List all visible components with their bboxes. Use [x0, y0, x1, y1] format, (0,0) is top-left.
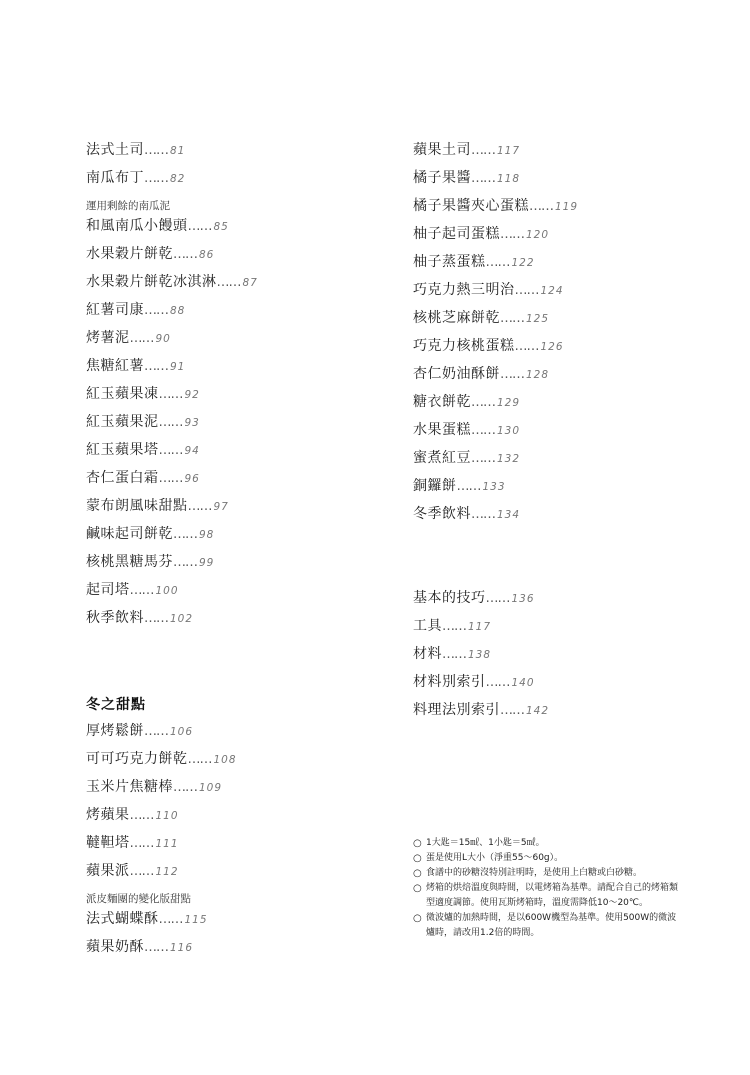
page-number: 112 — [155, 866, 179, 878]
leader-dots: …… — [500, 703, 524, 718]
page-number: 96 — [184, 473, 200, 485]
entry-title: 柚子蒸蛋糕 — [413, 254, 486, 270]
toc-entry[interactable] — [86, 581, 179, 600]
toc-entry[interactable] — [86, 329, 171, 348]
page-number: 124 — [540, 285, 564, 297]
entry-title: 蜜煮紅豆 — [413, 450, 471, 466]
leader-dots: …… — [500, 227, 524, 242]
leader-dots: …… — [158, 912, 183, 927]
entry-title: 核桃芝麻餅乾 — [413, 310, 500, 326]
leader-dots: …… — [471, 507, 495, 522]
leader-dots: …… — [144, 171, 168, 186]
toc-entry[interactable] — [86, 441, 200, 460]
toc-entry[interactable] — [86, 273, 258, 292]
leader-dots: …… — [471, 423, 495, 438]
leader-dots: …… — [129, 864, 154, 879]
toc-entry[interactable] — [86, 301, 185, 320]
toc-entry[interactable] — [86, 553, 214, 572]
entry-title: 銅鑼餅 — [413, 478, 457, 494]
entry-title: 紅薯司康 — [86, 302, 144, 318]
entry-title: 杏仁蛋白霜 — [86, 470, 159, 486]
entry-title: 基本的技巧 — [413, 590, 486, 606]
leader-dots: …… — [144, 611, 168, 626]
entry-title: 紅玉蘋果凍 — [86, 386, 159, 402]
page-number: 90 — [155, 333, 171, 345]
note-item — [413, 911, 683, 941]
leader-dots: …… — [485, 255, 510, 270]
entry-title: 烤蘋果 — [86, 807, 130, 823]
toc-entry[interactable] — [413, 617, 491, 636]
circle-bullet-icon: ○ — [413, 913, 422, 924]
toc-entry[interactable] — [86, 722, 193, 741]
entry-subheading: 派皮麵團的變化版甜點 — [86, 893, 191, 905]
page-number: 119 — [555, 201, 579, 213]
leader-dots: …… — [187, 499, 212, 514]
leader-dots: …… — [187, 752, 212, 767]
page-number: 140 — [511, 677, 535, 689]
entry-title: 柚子起司蛋糕 — [413, 226, 500, 242]
entry-title: 南瓜布丁 — [86, 170, 144, 186]
leader-dots: …… — [442, 647, 466, 662]
leader-dots: …… — [129, 836, 154, 851]
leader-dots: …… — [456, 479, 481, 494]
entry-subheading: 運用剩餘的南瓜泥 — [86, 200, 170, 212]
page-number: 81 — [170, 145, 186, 157]
circle-bullet-icon: ○ — [413, 883, 422, 894]
leader-dots: …… — [144, 303, 168, 318]
toc-entry[interactable] — [86, 910, 208, 929]
leader-dots: …… — [144, 724, 168, 739]
page-number: 110 — [155, 810, 179, 822]
entry-title: 蘋果派 — [86, 863, 130, 879]
circle-bullet-icon: ○ — [413, 853, 422, 864]
toc-entry[interactable] — [86, 217, 229, 236]
entry-title: 厚烤鬆餅 — [86, 723, 144, 739]
entry-title: 法式土司 — [86, 142, 144, 158]
toc-entry[interactable] — [86, 834, 179, 853]
leader-dots: …… — [173, 780, 197, 795]
page-number: 98 — [199, 529, 215, 541]
entry-title: 玉米片焦糖棒 — [86, 779, 173, 795]
toc-entry[interactable] — [413, 309, 549, 328]
page-number: 86 — [199, 249, 215, 261]
toc-entry[interactable] — [86, 525, 214, 544]
page-number: 136 — [511, 593, 535, 605]
leader-dots: …… — [187, 219, 212, 234]
page-number: 97 — [213, 501, 229, 513]
page-number: 138 — [468, 649, 492, 661]
page-number: 87 — [242, 277, 258, 289]
circle-bullet-icon: ○ — [413, 868, 422, 879]
note-item — [413, 866, 683, 881]
page-number: 125 — [526, 313, 550, 325]
page-number: 117 — [468, 621, 492, 633]
toc-entry[interactable] — [413, 225, 549, 244]
page-number: 128 — [526, 369, 550, 381]
toc-entry[interactable] — [86, 245, 214, 264]
toc-entry[interactable] — [86, 497, 229, 516]
toc-entry[interactable] — [413, 421, 520, 440]
page-number: 117 — [497, 145, 521, 157]
toc-entry[interactable] — [413, 589, 535, 608]
circle-bullet-icon: ○ — [413, 838, 422, 849]
page-number: 132 — [497, 453, 521, 465]
page-number: 116 — [170, 942, 194, 954]
leader-dots: …… — [173, 555, 197, 570]
leader-dots: …… — [442, 619, 466, 634]
page-number: 129 — [497, 397, 521, 409]
leader-dots: …… — [144, 143, 168, 158]
leader-dots: …… — [485, 675, 510, 690]
entry-title: 巧克力核桃蛋糕 — [413, 338, 515, 354]
entry-title: 材料別索引 — [413, 674, 486, 690]
entry-title: 水果穀片餅乾 — [86, 246, 173, 262]
entry-title: 可可巧克力餅乾 — [86, 751, 188, 767]
leader-dots: …… — [158, 415, 183, 430]
toc-entry[interactable] — [413, 505, 520, 524]
page-number: 93 — [184, 417, 200, 429]
entry-title: 水果穀片餅乾冰淇淋 — [86, 274, 217, 290]
leader-dots: …… — [144, 359, 168, 374]
leader-dots: …… — [158, 471, 183, 486]
page-number: 94 — [184, 445, 200, 457]
page-number: 133 — [482, 481, 506, 493]
page-number: 91 — [170, 361, 186, 373]
entry-title: 鹹味起司餅乾 — [86, 526, 173, 542]
notes-block — [413, 836, 683, 941]
entry-title: 起司塔 — [86, 582, 130, 598]
page-number: 122 — [511, 257, 535, 269]
note-text: 微波爐的加熱時間，是以600W機型為基準。使用500W的微波爐時，請改用1.2倍的時間。 — [426, 913, 677, 938]
entry-title: 秋季飲料 — [86, 610, 144, 626]
page-number: 99 — [199, 557, 215, 569]
note-text: 食譜中的砂糖沒特別註明時，是使用上白糖或白砂糖。 — [426, 868, 643, 878]
entry-title: 蘋果奶酥 — [86, 939, 144, 955]
page-number: 102 — [170, 613, 194, 625]
entry-title: 韃靼塔 — [86, 835, 130, 851]
section-heading-winter: 冬之甜點 — [86, 697, 146, 713]
entry-title: 巧克力熱三明治 — [413, 282, 515, 298]
page-number: 126 — [540, 341, 564, 353]
toc-entry[interactable] — [86, 385, 200, 404]
entry-title: 和風南瓜小饅頭 — [86, 218, 188, 234]
toc-entry[interactable] — [413, 253, 535, 272]
toc-entry[interactable] — [413, 197, 578, 216]
page-number: 120 — [526, 229, 550, 241]
entry-title: 料理法別索引 — [413, 702, 500, 718]
page-number: 111 — [155, 838, 179, 850]
leader-dots: …… — [158, 443, 183, 458]
leader-dots: …… — [129, 331, 154, 346]
leader-dots: …… — [173, 527, 197, 542]
entry-title: 橘子果醬 — [413, 170, 471, 186]
toc-entry[interactable] — [86, 357, 185, 376]
page-number: 130 — [497, 425, 521, 437]
leader-dots: …… — [471, 395, 495, 410]
entry-title: 橘子果醬夾心蛋糕 — [413, 198, 529, 214]
note-text: 烤箱的烘焙溫度與時間，以電烤箱為基準。請配合自己的烤箱類型適度調節。使用瓦斯烤箱時，溫度需降低10～20℃。 — [426, 883, 679, 908]
page-number: 100 — [155, 585, 179, 597]
leader-dots: …… — [514, 339, 539, 354]
toc-entry[interactable] — [86, 806, 179, 825]
note-text: 蛋是使用L大小（淨重55～60g）。 — [426, 853, 564, 863]
leader-dots: …… — [485, 591, 510, 606]
toc-entry[interactable] — [86, 750, 237, 769]
toc-entry[interactable] — [86, 469, 200, 488]
toc-entry[interactable] — [413, 365, 549, 384]
entry-title: 烤薯泥 — [86, 330, 130, 346]
toc-entry[interactable] — [413, 645, 491, 664]
toc-entry[interactable] — [413, 393, 520, 412]
toc-entry[interactable] — [413, 337, 564, 356]
leader-dots: …… — [144, 940, 168, 955]
toc-entry[interactable] — [86, 169, 185, 188]
note-item — [413, 836, 683, 851]
toc-entry[interactable] — [413, 449, 520, 468]
page-number: 85 — [213, 221, 229, 233]
toc-entry[interactable] — [413, 477, 506, 496]
entry-title: 杏仁奶油酥餅 — [413, 366, 500, 382]
entry-title: 工具 — [413, 618, 442, 634]
entry-title: 糖衣餅乾 — [413, 394, 471, 410]
toc-entry[interactable] — [413, 169, 520, 188]
entry-title: 蒙布朗風味甜點 — [86, 498, 188, 514]
toc-entry[interactable] — [413, 281, 564, 300]
entry-title: 焦糖紅薯 — [86, 358, 144, 374]
page-number: 118 — [497, 173, 521, 185]
entry-title: 水果蛋糕 — [413, 422, 471, 438]
toc-entry[interactable] — [413, 673, 535, 692]
leader-dots: …… — [471, 171, 495, 186]
toc-entry[interactable] — [86, 862, 179, 881]
note-text: 1大匙＝15㎖、1小匙＝5㎖。 — [426, 838, 545, 848]
entry-title: 紅玉蘋果泥 — [86, 414, 159, 430]
entry-title: 核桃黑糖馬芬 — [86, 554, 173, 570]
page-number: 134 — [497, 509, 521, 521]
leader-dots: …… — [500, 367, 524, 382]
leader-dots: …… — [158, 387, 183, 402]
leader-dots: …… — [173, 247, 197, 262]
page-number: 108 — [213, 754, 237, 766]
page-number: 109 — [199, 782, 223, 794]
page-number: 92 — [184, 389, 200, 401]
entry-title: 材料 — [413, 646, 442, 662]
leader-dots: …… — [500, 311, 524, 326]
page-number: 142 — [526, 705, 550, 717]
leader-dots: …… — [529, 199, 553, 214]
entry-title: 法式蝴蝶酥 — [86, 911, 159, 927]
page-number: 106 — [170, 726, 194, 738]
leader-dots: …… — [129, 808, 154, 823]
toc-entry[interactable] — [86, 778, 222, 797]
toc-entry[interactable] — [86, 413, 200, 432]
entry-title: 蘋果土司 — [413, 142, 471, 158]
toc-entry[interactable] — [413, 701, 549, 720]
leader-dots: …… — [129, 583, 154, 598]
entry-title: 冬季飲料 — [413, 506, 471, 522]
leader-dots: …… — [514, 283, 539, 298]
page-number: 82 — [170, 173, 186, 185]
entry-title: 紅玉蘋果塔 — [86, 442, 159, 458]
note-item — [413, 851, 683, 866]
toc-entry[interactable] — [413, 141, 520, 160]
leader-dots: …… — [216, 275, 241, 290]
leader-dots: …… — [471, 143, 495, 158]
toc-entry[interactable] — [86, 938, 193, 957]
toc-entry[interactable] — [86, 609, 193, 628]
leader-dots: …… — [471, 451, 495, 466]
toc-entry[interactable] — [86, 141, 185, 160]
note-item — [413, 881, 683, 911]
page-number: 88 — [170, 305, 186, 317]
page-number: 115 — [184, 914, 208, 926]
